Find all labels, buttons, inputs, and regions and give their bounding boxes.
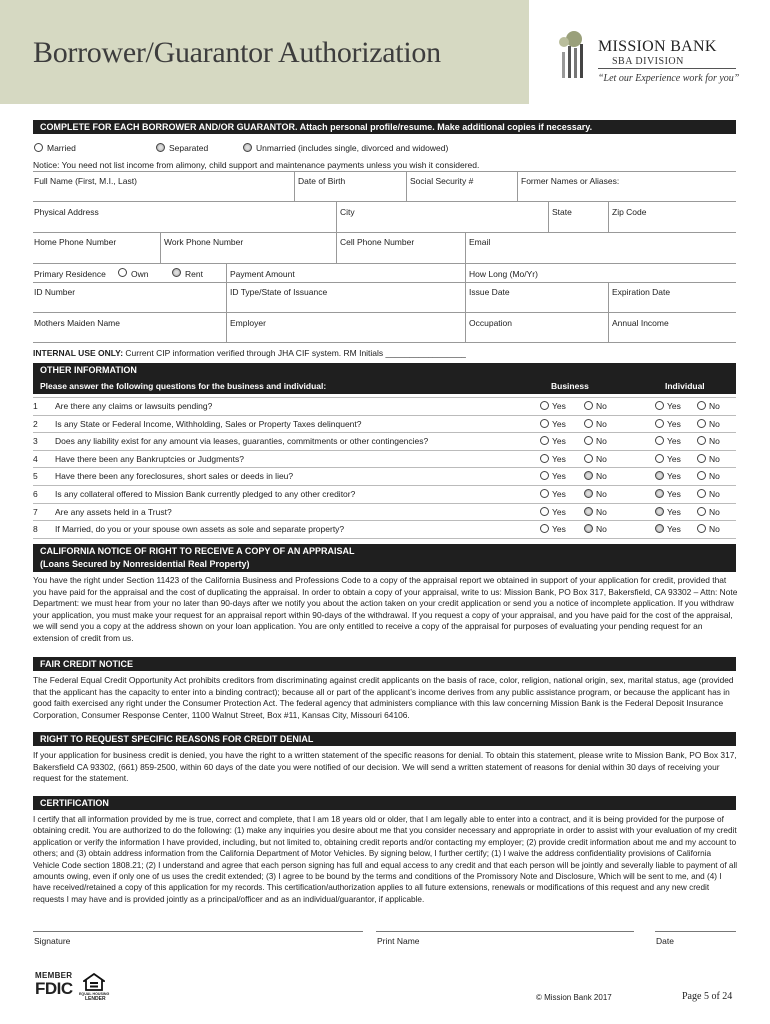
section-bar-complete: COMPLETE FOR EACH BORROWER AND/OR GUARANTOR. Attach personal profile/resume. Make additional copies if necessary.: [33, 120, 736, 134]
individual-yes-label: Yes: [667, 418, 681, 429]
grid-divider: [608, 201, 609, 232]
question-number: 8: [33, 524, 38, 535]
equal-housing-text: EQUAL HOUSING: [79, 992, 110, 996]
section-bar-other: [33, 363, 736, 394]
own-label: Own: [131, 269, 149, 279]
unmarried-radio[interactable]: [243, 143, 252, 152]
married-radio[interactable]: [34, 143, 43, 152]
city-field[interactable]: City: [340, 207, 355, 217]
business-no-radio[interactable]: [584, 401, 593, 410]
ssn-field[interactable]: Social Security #: [410, 176, 474, 186]
question-row-divider: [33, 397, 736, 398]
how-long-field[interactable]: How Long (Mo/Yr): [469, 269, 538, 279]
business-yes-label: Yes: [552, 453, 566, 464]
date-label: Date: [656, 936, 674, 946]
question-number: 3: [33, 436, 38, 447]
grid-line: [33, 282, 736, 283]
question-row-divider: [33, 450, 736, 451]
business-yes-label: Yes: [552, 489, 566, 499]
own-radio[interactable]: [118, 268, 127, 277]
dob-field[interactable]: Date of Birth: [298, 176, 346, 186]
business-no-radio[interactable]: [584, 471, 593, 480]
question-text: Have there been any Bankruptcies or Judgments?: [55, 453, 245, 464]
question-text: Does any liability exist for any amount via leases, guaranties, commitments or other contingencies?: [55, 436, 429, 447]
question-number: 5: [33, 471, 38, 482]
date-line[interactable]: [655, 931, 736, 932]
individual-no-radio[interactable]: [697, 524, 706, 533]
signature-label: Signature: [34, 936, 71, 946]
business-no-label: No: [596, 401, 607, 411]
individual-no-radio[interactable]: [697, 454, 706, 463]
section-bar-california: [33, 544, 736, 572]
business-no-radio[interactable]: [584, 419, 593, 428]
individual-yes-radio[interactable]: [655, 507, 664, 516]
grid-divider: [465, 232, 466, 263]
business-no-radio[interactable]: [584, 507, 593, 516]
grid-divider: [548, 201, 549, 232]
annual-income-field[interactable]: Annual Income: [612, 318, 669, 328]
question-row-divider: [33, 503, 736, 504]
question-text: Are any assets held in a Trust?: [55, 506, 172, 517]
business-no-label: No: [596, 489, 607, 499]
bank-name: MISSION BANK: [598, 38, 717, 55]
right-reasons-paragraph: If your application for business credit is denied, you have the right to a written statement of the specific reasons for denial. To obtain this statement, please write to Mission Bank, PO Box 317, Bakersfield CA 93302, (661) 859-2500, within 60 days of the date you were notified of our decision. We will send a written statement of reasons for denial within 30 days of receiving your request for the statement.: [33, 750, 737, 784]
grid-divider: [517, 171, 518, 201]
questions-prompt: Please answer the following questions for the business and individual:: [40, 381, 327, 391]
bank-division: SBA DIVISION: [612, 56, 684, 67]
grid-divider: [406, 171, 407, 201]
california-heading: CALIFORNIA NOTICE OF RIGHT TO RECEIVE A COPY OF AN APPRAISAL: [40, 546, 355, 556]
state-field[interactable]: State: [552, 207, 572, 217]
former-names-field[interactable]: Former Names or Aliases:: [521, 176, 620, 186]
section-bar-fair-credit: FAIR CREDIT NOTICE: [33, 657, 736, 671]
fdic-logo: [33, 971, 113, 1003]
individual-yes-radio[interactable]: [655, 436, 664, 445]
grid-divider: [336, 232, 337, 263]
rent-radio[interactable]: [172, 268, 181, 277]
question-row-divider: [33, 467, 736, 468]
grid-divider: [226, 263, 227, 342]
business-no-label: No: [596, 524, 607, 535]
employer-field[interactable]: Employer: [230, 318, 266, 328]
bank-tagline: “Let our Experience work for you”: [598, 73, 740, 84]
unmarried-label: Unmarried (includes single, divorced and widowed): [256, 143, 449, 153]
separated-label: Separated: [169, 143, 209, 153]
individual-no-radio[interactable]: [697, 401, 706, 410]
individual-no-radio[interactable]: [697, 419, 706, 428]
question-text: Have there been any foreclosures, short sales or deeds in lieu?: [55, 471, 294, 482]
income-notice: Notice: You need not list income from alimony, child support and maintenance payments unless you wish it considered.: [33, 160, 480, 170]
fdic-text: FDIC: [35, 979, 73, 998]
business-column-header: Business: [551, 381, 589, 391]
primary-residence-label: Primary Residence: [34, 269, 106, 279]
individual-no-radio[interactable]: [697, 436, 706, 445]
business-yes-label: Yes: [552, 436, 566, 447]
business-yes-label: Yes: [552, 418, 566, 429]
equal-housing-icon: [83, 973, 105, 991]
business-yes-radio[interactable]: [540, 507, 549, 516]
individual-yes-radio[interactable]: [655, 419, 664, 428]
california-subheading: (Loans Secured by Nonresidential Real Property): [40, 559, 250, 569]
grid-line: [33, 342, 736, 343]
business-yes-label: Yes: [552, 401, 566, 411]
individual-no-label: No: [709, 489, 720, 499]
grid-divider: [294, 171, 295, 201]
question-text: Is any State or Federal Income, Withholding, Sales or Property Taxes delinquent?: [55, 418, 362, 429]
section-bar-right-reasons: RIGHT TO REQUEST SPECIFIC REASONS FOR CREDIT DENIAL: [33, 732, 736, 746]
business-yes-label: Yes: [552, 506, 566, 517]
business-no-label: No: [596, 453, 607, 464]
individual-yes-label: Yes: [667, 524, 681, 535]
question-row-divider: [33, 485, 736, 486]
business-yes-radio[interactable]: [540, 454, 549, 463]
other-info-heading: OTHER INFORMATION: [40, 365, 137, 375]
zip-field[interactable]: Zip Code: [612, 207, 647, 217]
mothers-maiden-field[interactable]: Mothers Maiden Name: [34, 318, 120, 328]
occupation-field[interactable]: Occupation: [469, 318, 512, 328]
work-phone-field[interactable]: Work Phone Number: [164, 237, 244, 247]
business-yes-radio[interactable]: [540, 436, 549, 445]
individual-yes-radio[interactable]: [655, 489, 664, 498]
payment-amount-field[interactable]: Payment Amount: [230, 269, 295, 279]
business-yes-label: Yes: [552, 471, 566, 482]
email-field[interactable]: Email: [469, 237, 491, 247]
individual-no-label: No: [709, 506, 720, 517]
grid-line: [33, 232, 736, 233]
business-no-radio[interactable]: [584, 454, 593, 463]
separated-radio[interactable]: [156, 143, 165, 152]
certification-paragraph: I certify that all information provided by me is true, correct and complete, that I am 18 years old or older, that I am legally able to enter into a contract, and it is being provided for the purpose of obtaining credit. You are authorized to do the following: (1) make any inquiries you desire about me that you consider necessary and appropriate in order to assist with your evaluation of my credit application or verify the information I have provided, including, but not limited to, obtaining credit reports and/or contacting my employer; (2) provide credit information about me and my account to others; and (3) obtain address information from the California Department of Motor Vehicles. By signing below, I further certify; (1) I waive the address confidentiality provisions of California Vehicle Code section 1808.21; (2) I understand and agree that each person signing has full and equal access to any credit and that each person will be jointly and severally liable to payment of all amounts owing, even if only one of us uses the credit extended; (3) I agree to be bound by the terms and conditions of the Promissory Note and Disclosure, Which will be sent to me, and (4) I have received/retained a copy of this application for my records. This certification/authorization applies to all future extensions, renewals or modifications of this request and any new credit requests I may have and is provided jointly as a principal/officer and as an individual/guarantor, if applicable.: [33, 815, 738, 904]
individual-no-label: No: [709, 436, 720, 447]
individual-no-radio[interactable]: [697, 489, 706, 498]
business-yes-radio[interactable]: [540, 524, 549, 533]
individual-yes-label: Yes: [667, 489, 681, 499]
section-bar-certification: CERTIFICATION: [33, 796, 736, 810]
individual-no-label: No: [709, 418, 720, 429]
california-paragraph: You have the right under Section 11423 of the California Business and Professions Code to a copy of the appraisal report we obtained in support of your application for credit, provided that you have paid for the appraisal and the cost of duplicating the appraisal. In order to obtain a copy of your appraisal, write to us: Mission Bank, PO Box 317, Bakersfield, CA 93302 – Attn: Note Department: we must hear from your no later than 90-days after we notify you about the action taken on your credit application or send you a notice of incomplete application. If you withdraw your application, you must make your request for an appraisal report within 90-days of the withdrawal. If you request a copy of your appraisal, and you have paid for the cost of the appraisal, we will send you a copy at the address shown on your loan application. You are only entitled to receive a copy of the appraisal for purposes of evaluating your pending request for an extension of credit from us.: [33, 575, 738, 643]
business-yes-radio[interactable]: [540, 489, 549, 498]
physical-address-field[interactable]: Physical Address: [34, 207, 99, 217]
question-number: 2: [33, 418, 38, 429]
question-row-divider: [33, 538, 736, 539]
member-text: MEMBER: [35, 971, 73, 980]
copyright: © Mission Bank 2017: [536, 993, 612, 1002]
page-title: Borrower/Guarantor Authorization: [33, 36, 441, 69]
question-number: 7: [33, 506, 38, 517]
married-label: Married: [47, 143, 76, 153]
individual-yes-label: Yes: [667, 506, 681, 517]
business-yes-radio[interactable]: [540, 419, 549, 428]
business-no-radio[interactable]: [584, 489, 593, 498]
business-yes-label: Yes: [552, 524, 566, 535]
lender-text: LENDER: [85, 996, 106, 1002]
individual-yes-radio[interactable]: [655, 471, 664, 480]
internal-use-text: Current CIP information verified through JHA CIF system. RM Initials _________________: [123, 348, 466, 358]
question-row-divider: [33, 432, 736, 433]
grid-divider: [336, 201, 337, 232]
question-row-divider: [33, 520, 736, 521]
question-number: 4: [33, 453, 38, 464]
individual-yes-label: Yes: [667, 401, 681, 411]
individual-yes-label: Yes: [667, 471, 681, 482]
individual-no-label: No: [709, 524, 720, 535]
question-text: Is any collateral offered to Mission Bank currently pledged to any other creditor?: [55, 489, 356, 499]
individual-yes-radio[interactable]: [655, 401, 664, 410]
issue-date-field[interactable]: Issue Date: [469, 287, 510, 297]
business-no-radio[interactable]: [584, 436, 593, 445]
question-number: 1: [33, 401, 38, 411]
individual-column-header: Individual: [665, 381, 705, 391]
fair-credit-paragraph: The Federal Equal Credit Opportunity Act prohibits creditors from discriminating against credit applicants on the basis of race, color, religion, national origin, sex, marital status, age (provided that the applicant has the capacity to enter into a binding contract); because all or part of the applicant’s income derives from any public assistance program, or because the applicant has in good faith exercised any right under the Consumer Protection Act. The federal agency that administers compliance with this law concerning Mission Bank is the Federal Deposit Insurance Corporation, Consumer Response Center, 1100 Walnut Street, Box #11, Kansas City, Missouri 64106.: [33, 675, 734, 720]
logo-divider: [598, 68, 736, 69]
individual-yes-label: Yes: [667, 436, 681, 447]
print-name-label: Print Name: [377, 936, 420, 946]
id-type-field[interactable]: ID Type/State of Issuance: [230, 287, 328, 297]
question-text: If Married, do you or your spouse own assets as sole and separate property?: [55, 524, 345, 535]
home-phone-field[interactable]: Home Phone Number: [34, 237, 117, 247]
cell-phone-field[interactable]: Cell Phone Number: [340, 237, 415, 247]
grid-line: [33, 312, 736, 313]
business-no-radio[interactable]: [584, 524, 593, 533]
internal-use-label: INTERNAL USE ONLY:: [33, 348, 124, 358]
grid-line: [33, 171, 736, 172]
individual-no-label: No: [709, 401, 720, 411]
grid-divider: [465, 263, 466, 342]
individual-yes-label: Yes: [667, 453, 681, 464]
expiration-date-field[interactable]: Expiration Date: [612, 287, 671, 297]
business-yes-radio[interactable]: [540, 401, 549, 410]
individual-no-radio[interactable]: [697, 507, 706, 516]
signature-line[interactable]: [33, 931, 363, 932]
page-number: Page 5 of 24: [682, 991, 733, 1002]
print-name-line[interactable]: [376, 931, 634, 932]
individual-yes-radio[interactable]: [655, 454, 664, 463]
id-number-field[interactable]: ID Number: [34, 287, 76, 297]
internal-use-line: [33, 348, 466, 358]
question-number: 6: [33, 489, 38, 499]
grid-line: [33, 263, 736, 264]
grid-line: [33, 201, 736, 202]
business-no-label: No: [596, 436, 607, 447]
business-no-label: No: [596, 418, 607, 429]
individual-no-label: No: [709, 453, 720, 464]
individual-no-label: No: [709, 471, 720, 482]
business-yes-radio[interactable]: [540, 471, 549, 480]
grid-divider: [608, 282, 609, 342]
rent-label: Rent: [185, 269, 203, 279]
question-text: Are there any claims or lawsuits pending?: [55, 401, 213, 411]
question-row-divider: [33, 415, 736, 416]
business-no-label: No: [596, 506, 607, 517]
mission-bank-logo-icon: [556, 30, 592, 80]
full-name-field[interactable]: Full Name (First, M.I., Last): [34, 176, 137, 186]
individual-yes-radio[interactable]: [655, 524, 664, 533]
individual-no-radio[interactable]: [697, 471, 706, 480]
business-no-label: No: [596, 471, 607, 482]
grid-divider: [160, 232, 161, 263]
